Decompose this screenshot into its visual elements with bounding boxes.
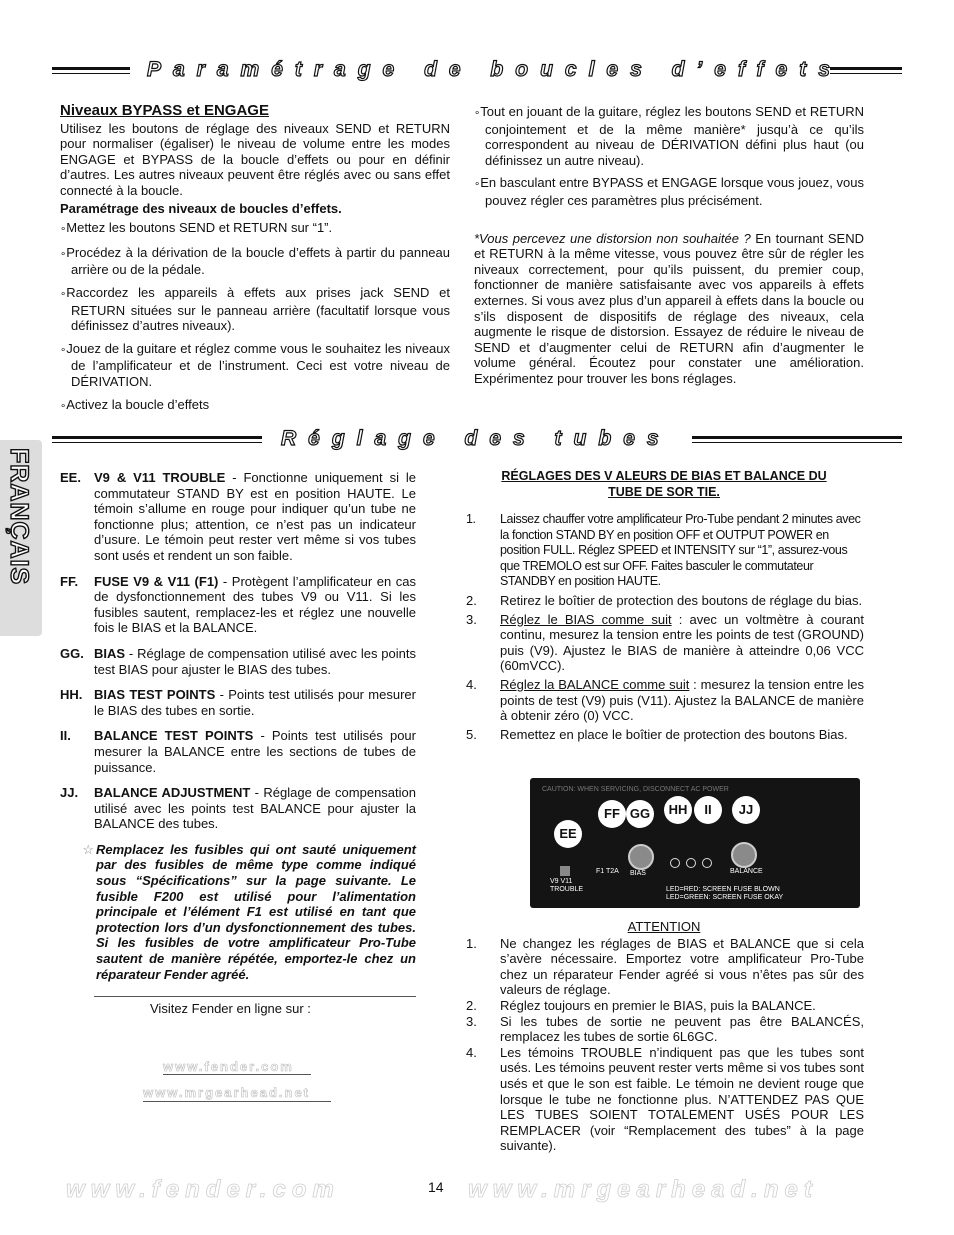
list-item: ∘ Procédez à la dérivation de la boucle d’effets à partir du panneau arrière ou de la pédale.	[60, 245, 450, 278]
item-body	[94, 687, 416, 718]
item-label: GG.	[60, 645, 84, 661]
distortion-note-question: *Vous percevez une distorsion non souhaitée ?	[474, 230, 751, 246]
callout-ff: FF	[598, 800, 626, 828]
attention-number: 1.	[466, 935, 477, 951]
step-item	[464, 612, 864, 674]
item-title: BALANCE TEST POINTS	[94, 728, 254, 744]
attention-number: 3.	[466, 1013, 477, 1029]
step-lead: Réglez la BALANCE comme suit	[500, 676, 690, 692]
item-title: V9 & V11 TROUBLE	[94, 470, 226, 485]
star-icon: ☆	[82, 841, 94, 857]
list-item: ∘ Tout en jouant de la guitare, réglez les boutons SEND et RETURN conjointement et de la même manière* jusqu’à ce qu’ils correspondent au niveau de DÉRIVATION défini plus haut (ou définissez un autre niveau).	[474, 104, 864, 168]
distortion-note-body: En tournant SEND et RETURN à la même vitesse, vous pouvez être sûr de régler les niveaux correctement, pour qu’ils puissent, du premier coup, fonctionner de manière satisfaisante avec vos appareils à effets externes. Si vous avez plus d’un appareil à effets dans la boucle ou s’ils disposent de dispositifs de réglage des niveaux, cela augmente le risque de distorsion. Essayez de réduire le niveau de SEND et d’augmenter celui de RETURN afin d’augmenter le volume général. Écoutez pour constater une amélioration. Expérimentez pour trouver les bons réglages.	[474, 230, 864, 386]
left-top-column	[60, 103, 450, 421]
attention-text: Réglez toujours en premier le BIAS, puis la BALANCE.	[500, 997, 816, 1013]
visit-text: Visitez Fender en ligne sur :	[150, 1001, 311, 1017]
list-item: ∘ Raccordez les appareils à effets aux prises jack SEND et RETURN situées sur le panneau arrière (facultatif lorsque vous définissez d’autres niveaux).	[60, 285, 450, 334]
step-item	[464, 727, 864, 743]
item-title: BIAS	[94, 645, 126, 661]
item-body	[94, 574, 416, 636]
attention-item	[464, 1014, 864, 1045]
item-body	[94, 470, 416, 564]
attention-text: Ne changez les réglages de BIAS et BALANCE que si cela s’avère nécessaire. Emportez votre amplificateur Pro-Tube chez un réparateur Fender agréé si vous n’êtes pas sûr des valeurs de réglage.	[500, 935, 864, 998]
item-label: EE.	[60, 470, 81, 485]
item-text: - Fonctionne uniquement si le commutateur STAND BY est en position HAUTE. Le témoin s’allume en rouge pour indiquer qu’un tube ne fonctionne plus; attention, ce n’est pas un indicateur d’usure. Le témoin peut rester vert même si vos tubes sont usés et rendent un son faible.	[94, 470, 416, 563]
list-item	[60, 785, 416, 832]
fuse-note	[60, 842, 416, 982]
header-rule-left	[52, 436, 262, 439]
step-item	[464, 512, 864, 590]
section-header-effects-loop	[52, 58, 902, 82]
step-text: : mesurez la tension entre les points de test (V9) puis (V11). Ajustez la BALANCE de manière à obtenir zéro (0) VCC.	[500, 676, 864, 724]
panel-label-fuse: F1 T2A	[596, 868, 619, 875]
fuse-note-text: Remplacez les fusibles qui ont sauté uniquement par des fusibles de même type comme indiqué sous “Spécifications” sur la page suivante. Le fusible F200 est utilisé pour l’alimentation principale et l’élément F1 est utilisé en tant que protection lors d’un dysfonctionnement des tubes. Si les fusibles de votre amplificateur Pro-Tube sautent de manière répétée, emportez-le chez un réparateur Fender agréé.	[96, 841, 416, 982]
panel-led-note: LED=RED: SCREEN FUSE BLOWN	[666, 886, 780, 893]
callout-jj: JJ	[732, 796, 760, 824]
list-item: ∘ En basculant entre BYPASS et ENGAGE lorsque vous jouez, vous pouvez régler ces paramètres plus précisément.	[474, 175, 864, 208]
step-number: 5.	[466, 726, 477, 742]
bias-heading-line2: TUBE DE SOR TIE.	[608, 485, 720, 499]
step-body	[500, 612, 864, 674]
test-point	[686, 858, 696, 868]
item-title: FUSE V9 & V11 (F1)	[94, 573, 219, 589]
trouble-led	[560, 866, 570, 876]
item-body	[94, 728, 416, 775]
panel-caution-text: CAUTION: WHEN SERVICING, DISCONNECT AC POWER	[542, 786, 729, 793]
panel-label-balance: BALANCE	[730, 868, 763, 875]
left-bottom-column	[60, 470, 416, 1102]
callout-ee: EE	[554, 820, 582, 848]
step-item	[464, 677, 864, 724]
panel-led-note: LED=GREEN: SCREEN FUSE OKAY	[666, 894, 784, 901]
distortion-note	[474, 231, 864, 387]
list-item	[60, 574, 416, 636]
test-point	[702, 858, 712, 868]
step-number: 1.	[466, 512, 476, 526]
bias-heading-line1: RÉGLAGES DES V ALEURS DE BIAS ET BALANCE DU	[501, 469, 827, 483]
step-item	[464, 593, 864, 609]
list-item	[60, 687, 416, 718]
intro-paragraph: Utilisez les boutons de réglage des niveaux SEND et RETURN pour normaliser (égaliser) le niveau de volume entre les modes ENGAGE et BYPASS de la boucle d’effets ou pour en définir d’autres. Les autres niveaux peuvent être réglés avec ou sans effet connecté à la boucle.	[60, 120, 450, 198]
item-label: FF.	[60, 573, 79, 589]
callout-gg: GG	[626, 800, 654, 828]
list-item: ∘ Mettez les boutons SEND et RETURN sur “1”.	[60, 220, 450, 238]
callout-ii: II	[694, 796, 722, 824]
step-body	[500, 677, 864, 724]
attention-text: Les témoins TROUBLE n’indiquent pas que les tubes sont usés. Les témoins peuvent rester verts même si vos tubes sont usés et que le son est faible. Le témoin ne devient rouge que lorsque le tube ne fonctionne plus. N’ATTENDEZ PAS QUE LES TUBES SOIENT TOTALEMENT USÉS POUR LES REMPLACER (voir “Remplacement des tubes” à la page suivante).	[500, 1044, 864, 1154]
language-label: FRANÇAIS	[5, 448, 33, 586]
attention-item	[464, 998, 864, 1014]
step-text: Laissez chauffer votre amplificateur Pro-Tube pendant 2 minutes avec la fonction STAND BY en position OFF et OUTPUT POWER en position FULL. Réglez SPEED et INTENSITY sur “1”, assurez-vous que TREMOLO est sur OFF. Faites basculer le commutateur STANDBY en position HAUTE.	[500, 512, 861, 589]
divider	[94, 996, 416, 997]
list-item: ∘ Activez la boucle d’effets	[60, 397, 450, 415]
bias-heading	[464, 468, 864, 500]
list-item	[60, 646, 416, 677]
mrgearhead-link[interactable]: www.mrgearhead.net	[143, 1085, 331, 1102]
rear-panel-illustration	[530, 778, 860, 908]
step-number: 2.	[466, 592, 477, 608]
item-label: II.	[60, 728, 71, 744]
item-text: - Points test utilisés pour mesurer la BALANCE entre les sections de tubes de puissance.	[94, 728, 416, 775]
bias-knob	[628, 844, 654, 870]
attention-title: ATTENTION	[627, 919, 701, 934]
callout-hh: HH	[664, 796, 692, 824]
item-text: - Réglage de compensation utilisé avec les points test BALANCE pour ajuster la BALANCE des tubes.	[94, 785, 416, 832]
attention-item	[464, 936, 864, 998]
section-title: Paramétrage de boucles d’effets	[147, 58, 842, 81]
attention-number: 4.	[466, 1044, 477, 1060]
step-number: 4.	[466, 676, 477, 692]
procedure-subheading: Paramétrage des niveaux de boucles d’effets.	[60, 200, 342, 216]
right-bottom-column	[464, 468, 864, 745]
attention-number: 2.	[466, 997, 477, 1013]
list-item	[60, 470, 416, 564]
item-label: JJ.	[60, 785, 79, 801]
item-body	[94, 646, 416, 677]
item-text: - Protègent l’amplificateur en cas de dysfonctionnement des tubes V9 ou V11. Si les fusibles sautent, remplacez-les et réglez une nouvelle fois le BIAS et la BALANCE.	[94, 573, 416, 636]
item-title: BIAS TEST POINTS	[94, 687, 216, 703]
header-rule-right	[830, 67, 902, 70]
item-label: HH.	[60, 687, 83, 703]
step-number: 3.	[466, 611, 477, 627]
panel-label-bias: BIAS	[630, 870, 646, 877]
test-point	[670, 858, 680, 868]
item-body	[94, 785, 416, 832]
fender-link[interactable]: www.fender.com	[163, 1059, 311, 1076]
step-text: : avec un voltmètre à courant continu, mesurez la tension entre les points de test (GROUND) puis (V9). Ajustez le BIAS de manière à atteindre 0,06 VCC (60mVCC).	[500, 611, 864, 674]
language-side-tab	[0, 440, 42, 636]
header-rule-left	[52, 67, 130, 70]
footer-watermark-mrgearhead: www.mrgearhead.net	[468, 1176, 818, 1203]
right-top-column	[474, 104, 864, 387]
list-item: ∘ Jouez de la guitare et réglez comme vous le souhaitez les niveaux de l’amplificateur et de l’instrument. Ceci est votre niveau de DÉRIVATION.	[60, 341, 450, 390]
step-text: Remettez en place le boîtier de protection des boutons Bias.	[500, 726, 848, 742]
attention-item	[464, 1045, 864, 1154]
item-text: - Réglage de compensation utilisé avec les points test BIAS pour ajuster le BIAS des tubes.	[94, 645, 416, 677]
panel-label-v9v11: V9 V11	[550, 878, 573, 885]
step-text: Retirez le boîtier de protection des boutons de réglage du bias.	[500, 592, 863, 608]
page-number: 14	[428, 1179, 444, 1195]
balance-knob	[731, 842, 757, 868]
item-text: - Points test utilisés pour mesurer le BIAS des tubes en sortie.	[94, 687, 416, 718]
item-title: BALANCE ADJUSTMENT	[94, 785, 251, 801]
attention-block	[464, 919, 864, 1154]
panel-label-trouble: TROUBLE	[550, 886, 584, 893]
step-lead: Réglez le BIAS comme suit	[500, 611, 672, 627]
footer-watermark-fender: www.fender.com	[66, 1176, 340, 1203]
list-item	[60, 728, 416, 775]
header-rule-right	[692, 436, 902, 439]
bypass-engage-heading: Niveaux BYPASS et ENGAGE	[60, 102, 269, 119]
attention-text: Si les tubes de sortie ne peuvent pas être BALANCÉS, remplacez les tubes de sortie 6L6GC.	[500, 1013, 864, 1045]
section-title: Réglage des tubes	[281, 427, 671, 450]
section-header-tubes	[52, 427, 902, 451]
